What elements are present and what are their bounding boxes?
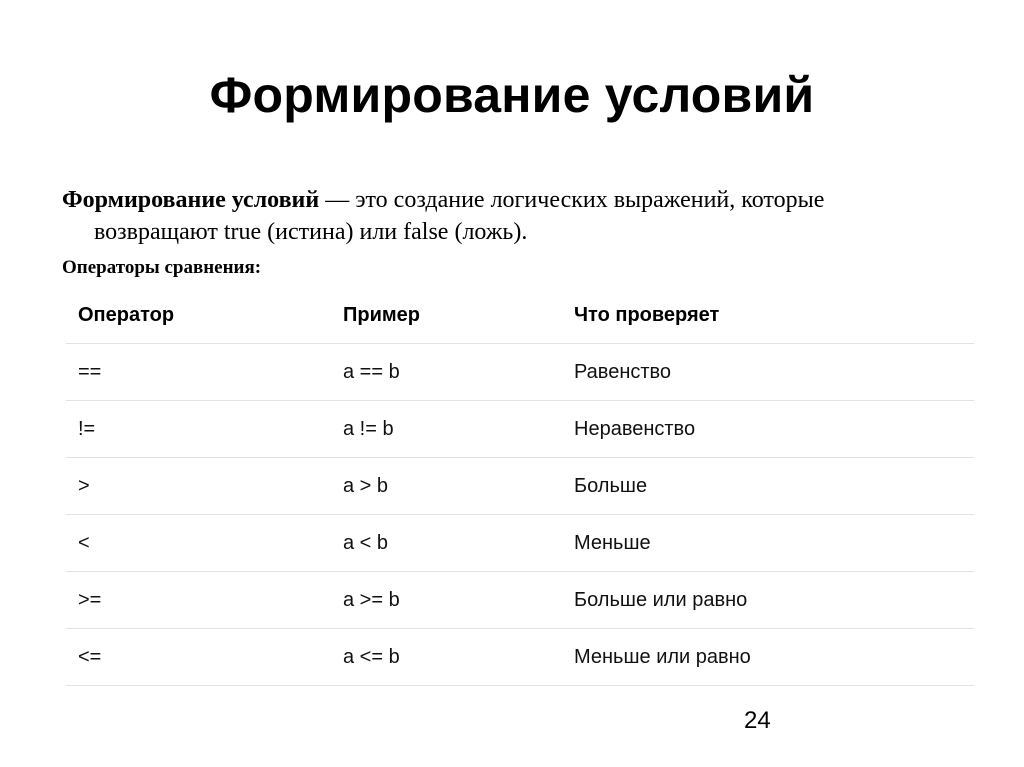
description-cell: Меньше или равно: [562, 629, 974, 686]
table-row: [66, 401, 974, 458]
slide-title: Формирование условий: [209, 67, 815, 123]
column-header-example: Пример: [331, 287, 562, 344]
description-cell: Больше: [562, 458, 974, 515]
operator-cell: >=: [66, 572, 331, 629]
example-cell: a <= b: [331, 629, 562, 686]
operator-cell: <: [66, 515, 331, 572]
table-row: [66, 458, 974, 515]
column-header-operator: Оператор: [66, 287, 331, 344]
example-cell: a < b: [331, 515, 562, 572]
example-cell: a == b: [331, 344, 562, 401]
operator-cell: <=: [66, 629, 331, 686]
operator-cell: ==: [66, 344, 331, 401]
definition-paragraph: [62, 184, 962, 248]
table-row: [66, 344, 974, 401]
example-cell: a > b: [331, 458, 562, 515]
definition-continuation: возвращают true (истина) или false (ложь).: [94, 219, 528, 245]
comparison-operators-table: [66, 287, 974, 686]
example-cell: a != b: [331, 401, 562, 458]
definition-text: — это создание логических выражений, которые: [319, 187, 825, 213]
description-cell: Неравенство: [562, 401, 974, 458]
table-row: [66, 629, 974, 686]
column-header-checks: Что проверяет: [562, 287, 974, 344]
page-number: 24: [744, 707, 771, 734]
definition-term: Формирование условий: [62, 187, 320, 213]
table-header-row: [66, 287, 974, 344]
description-cell: Меньше: [562, 515, 974, 572]
table-row: [66, 515, 974, 572]
table-row: [66, 572, 974, 629]
description-cell: Больше или равно: [562, 572, 974, 629]
operators-subheading: Операторы сравнения:: [62, 257, 262, 278]
example-cell: a >= b: [331, 572, 562, 629]
operator-cell: >: [66, 458, 331, 515]
operator-cell: !=: [66, 401, 331, 458]
description-cell: Равенство: [562, 344, 974, 401]
